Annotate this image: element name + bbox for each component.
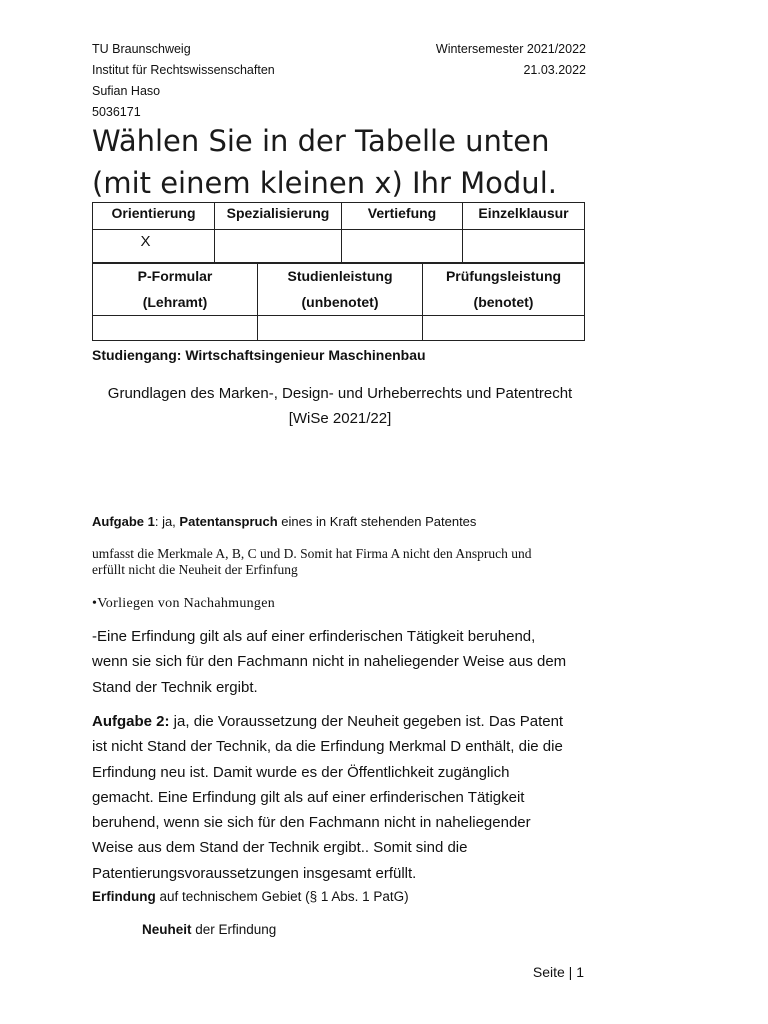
aufgabe1-line (92, 514, 476, 529)
header-pruefungsleistung (423, 263, 585, 316)
studienleistung-line2: (unbenotet) (301, 294, 379, 310)
title-line-2: (mit einem kleinen x) Ihr Modul. (92, 166, 557, 200)
para1-line-1: -Eine Erfindung gilt als auf einer erfinderischen Tätigkeit beruhend, (92, 628, 536, 645)
mark-p-formular[interactable] (93, 316, 258, 341)
erfindung-rest: auf technischem Gebiet (§ 1 Abs. 1 PatG) (155, 889, 409, 904)
title-line-1: Wählen Sie in der Tabelle unten (92, 124, 550, 158)
neuheit-rest: der Erfindung (191, 922, 277, 937)
aufgabe2-line-3: Erfindung neu ist. Damit wurde es der Öffentlichkeit zugänglich (92, 763, 510, 781)
course-title (92, 381, 588, 431)
header-p-formular (93, 263, 258, 316)
p-formular-line2: (Lehramt) (142, 294, 208, 310)
aufgabe2-line-4: gemacht. Eine Erfindung gilt als auf einer erfinderischen Tätigkeit (92, 788, 525, 806)
erfindung-line (92, 889, 409, 904)
semester-label: Wintersemester 2021/2022 (435, 42, 586, 56)
para1-line-3: Stand der Technik ergibt. (92, 678, 258, 696)
university-name: TU Braunschweig (92, 42, 191, 56)
aufgabe1-term: Patentanspruch (179, 514, 278, 529)
course-line-1: Grundlagen des Marken-, Design- und Urheberrechts und Patentrecht (107, 385, 573, 402)
module-table-bottom (92, 262, 585, 341)
aufgabe2-line-5: beruhend, wenn sie sich für den Fachmann nicht in naheliegender (92, 814, 531, 832)
mark-orientierung[interactable]: X (93, 230, 215, 264)
aufgabe1-sep: : ja, (154, 514, 180, 529)
header-einzelklausur: Einzelklausur (463, 203, 585, 230)
serif-line-1: umfasst die Merkmale A, B, C und D. Somit hat Firma A nicht den Anspruch und (92, 546, 532, 561)
mark-studienleistung[interactable] (258, 316, 423, 341)
paragraph-1 (92, 624, 592, 700)
erfindung-label: Erfindung (92, 889, 156, 904)
serif-line-2: erfüllt nicht die Neuheit der Erfinfung (92, 562, 298, 577)
header-orientierung: Orientierung (93, 203, 215, 230)
pruefungsleistung-line2: (benotet) (473, 294, 534, 310)
student-id: 5036171 (92, 105, 141, 119)
student-name: Sufian Haso (92, 84, 161, 98)
aufgabe2-label: Aufgabe 2: (92, 713, 170, 730)
aufgabe2-line1-rest: ja, die Voraussetzung der Neuheit gegeben ist. Das Patent (169, 713, 564, 730)
page-number: Seite | 1 (532, 964, 584, 980)
aufgabe1-label: Aufgabe 1 (92, 514, 155, 529)
module-table-top (92, 202, 585, 264)
mark-vertiefung[interactable] (342, 230, 463, 264)
course-line-2: [WiSe 2021/22] (288, 410, 392, 427)
para1-line-2: wenn sie sich für den Fachmann nicht in naheliegender Weise aus dem (92, 653, 567, 671)
header-vertiefung: Vertiefung (342, 203, 463, 230)
mark-pruefungsleistung[interactable] (423, 316, 585, 341)
aufgabe2-paragraph (92, 709, 592, 886)
serif-paragraph (92, 546, 531, 578)
page-title (92, 120, 692, 204)
mark-einzelklausur[interactable] (463, 230, 585, 264)
aufgabe2-line-2: ist nicht Stand der Technik, da die Erfindung Merkmal D enthält, die die (92, 738, 563, 756)
studienleistung-line1: Studienleistung (287, 268, 393, 284)
neuheit-label: Neuheit (142, 922, 192, 937)
header-spezialisierung: Spezialisierung (215, 203, 342, 230)
aufgabe1-rest: eines in Kraft stehenden Patentes (277, 514, 477, 529)
aufgabe2-line-1 (92, 709, 592, 734)
mark-spezialisierung[interactable] (215, 230, 342, 264)
pruefungsleistung-line1: Prüfungsleistung (445, 268, 562, 284)
aufgabe2-line-6: Weise aus dem Stand der Technik ergibt.. Somit sind die (92, 839, 468, 857)
document-date: 21.03.2022 (523, 63, 586, 77)
p-formular-line1: P-Formular (137, 268, 213, 284)
institute-name: Institut für Rechtswissenschaften (92, 63, 275, 77)
bullet-line: •Vorliegen von Nachahmungen (92, 596, 276, 611)
header-studienleistung (258, 263, 423, 316)
studiengang-line: Studiengang: Wirtschaftsingenieur Maschinenbau (92, 347, 426, 363)
aufgabe2-line-7: Patentierungsvoraussetzungen insgesamt erfüllt. (92, 864, 417, 882)
neuheit-line (142, 922, 276, 937)
